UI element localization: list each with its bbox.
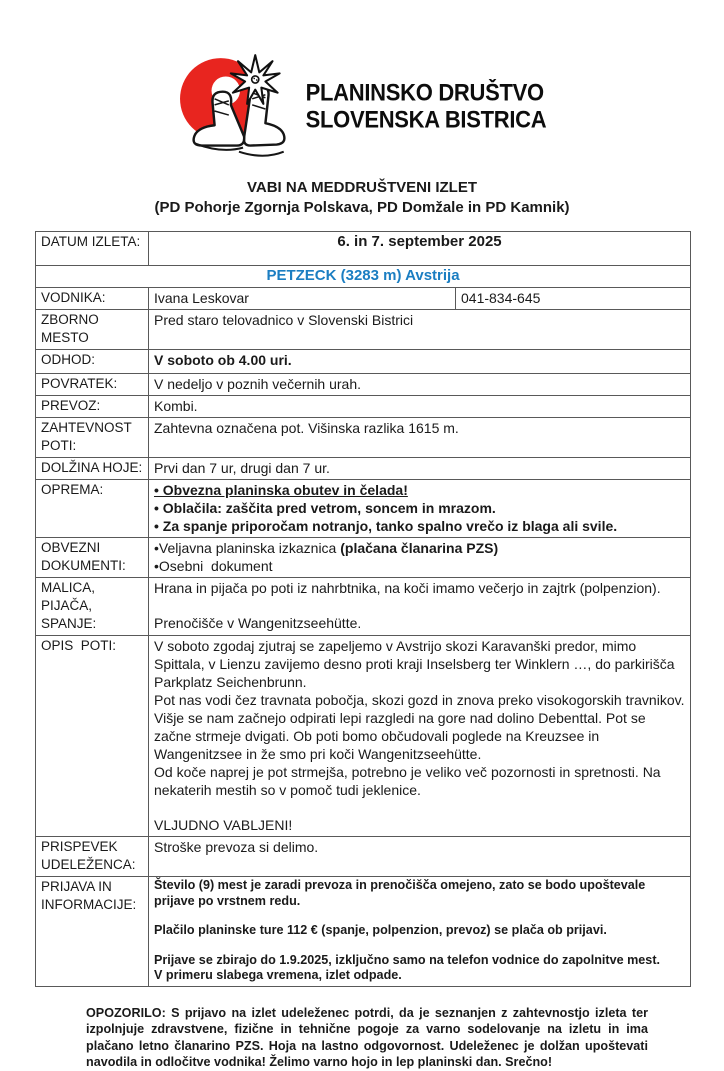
table-row-malica <box>36 578 691 636</box>
prijava-value <box>149 877 691 987</box>
table-row-destination <box>36 266 691 288</box>
opis-para-1: V soboto zgodaj zjutraj se zapeljemo v Avstrijo skozi Karavanški predor, mimo Spittala, v Lienzu zavijemo desno proti kraji Inselsberg ter Winklern …, do parkirišča Parkplatz Seichenbrunn. <box>154 638 675 690</box>
table-row-prijava <box>36 877 691 987</box>
opis-para-3: Od koče naprej je pot strmejša, potrebno je veliko več pozornosti in spretnosti. Na nekaterih mestih so v pomoč tudi jeklenice. <box>154 764 661 798</box>
prijava-para-4: V primeru slabega vremena, izlet odpade. <box>154 968 402 982</box>
dokumenti-label: OBVEZNI DOKUMENTI: <box>36 538 149 578</box>
povratek-value: V nedeljo v poznih večernih urah. <box>149 374 691 396</box>
oprema-bullet-2: • Oblačila: zaščita pred vetrom, soncem in mrazom. <box>154 500 496 516</box>
prevoz-label: PREVOZ: <box>36 396 149 418</box>
org-name-line1: PLANINSKO DRUŠTVO <box>305 79 544 107</box>
org-name <box>306 54 547 132</box>
table-row-vodnika <box>36 288 691 310</box>
table-row-prispevek <box>36 837 691 877</box>
dokumenti-line-1-bold: (plačana članarina PZS) <box>340 540 499 556</box>
malica-line-1: Hrana in pijača po poti iz nahrbtnika, na koči imamo večerjo in zajtrk (polpenzion). <box>154 580 661 596</box>
table-row-oprema <box>36 480 691 538</box>
trip-table <box>35 231 691 987</box>
dokumenti-value <box>149 538 691 578</box>
invite-subtitle: (PD Pohorje Zgornja Polskava, PD Domžale in PD Kamnik) <box>154 199 570 216</box>
oprema-bullet-1: • Obvezna planinska obutev in čelada! <box>154 482 408 498</box>
table-row-dolzina <box>36 458 691 480</box>
datum-label: DATUM IZLETA: <box>36 232 149 266</box>
table-row-dokumenti <box>36 538 691 578</box>
opis-value <box>149 636 691 837</box>
destination-title: PETZECK (3283 m) Avstrija <box>36 266 691 288</box>
zahtevnost-value: Zahtevna označena pot. Višinska razlika 1615 m. <box>149 418 691 458</box>
malica-line-2: Prenočišče v Wangenitzseehütte. <box>154 615 362 631</box>
dolzina-value: Prvi dan 7 ur, drugi dan 7 ur. <box>149 458 691 480</box>
vodnika-label: VODNIKA: <box>36 288 149 310</box>
malica-value <box>149 578 691 636</box>
invitation-title-block <box>0 178 724 218</box>
table-row-datum <box>36 232 691 266</box>
odhod-value: V soboto ob 4.00 uri. <box>149 350 691 374</box>
club-logo <box>0 0 724 168</box>
zborno-value: Pred staro telovadnico v Slovenski Bistrici <box>149 310 691 350</box>
prispevek-value: Stroške prevoza si delimo. <box>149 837 691 877</box>
prijava-para-3: Prijave se zbirajo do 1.9.2025, izključno samo na telefon vodnice do zapolnitve mest. <box>154 952 661 967</box>
opis-label: OPIS POTI: <box>36 636 149 837</box>
zahtevnost-label: ZAHTEVNOST POTI: <box>36 418 149 458</box>
club-logo-icon <box>178 54 302 168</box>
oprema-value <box>149 480 691 538</box>
dokumenti-line-1 <box>154 539 685 557</box>
datum-value: 6. in 7. september 2025 <box>149 232 691 266</box>
prijava-label: PRIJAVA IN INFORMACIJE: <box>36 877 149 987</box>
footer-notice: OPOZORILO: S prijavo na izlet udeleženec potrdi, da je seznanjen z zahtevnostjo izleta ter izpolnjuje zdravstvene, fizične in tehnične pogoje za varno sodelovanje na izletu in ima plačano letno članarino PZS. Hoja na lastno odgovornost. Udeleženec je dolžan upoštevati navodila in odločitve vodnika! Želimo varno hojo in lep planinski dan. Srečno! <box>86 1005 648 1069</box>
prijava-para-2: Plačilo planinske ture 112 € (spanje, polpenzion, prevoz) se plača ob prijavi. <box>154 923 607 937</box>
table-row-prevoz <box>36 396 691 418</box>
guide-name: Ivana Leskovar <box>149 288 456 310</box>
zborno-label: ZBORNO MESTO <box>36 310 149 350</box>
opis-para-2: Pot nas vodi čez travnata pobočja, skozi gozd in znova preko visokogorskih travnikov. Višje se nam začnejo odpirati lepi razgledi na gore nad dolino Debenttal. Pot se začne strmeje dvigati. Ob poti bomo občudovali poglede na Kreuzsee in Wangenitzsee in že smo pri koči Wangenitzseehütte. <box>154 692 685 762</box>
dolzina-label: DOLŽINA HOJE: <box>36 458 149 480</box>
oprema-label: OPREMA: <box>36 480 149 538</box>
dokumenti-line-2: •Osebni dokument <box>154 558 273 574</box>
table-row-povratek <box>36 374 691 396</box>
odhod-label: ODHOD: <box>36 350 149 374</box>
table-row-opis <box>36 636 691 837</box>
spacer <box>154 909 685 923</box>
table-row-zborno <box>36 310 691 350</box>
prispevek-label: PRISPEVEK UDELEŽENCA: <box>36 837 149 877</box>
invite-title: VABI NA MEDDRUŠTVENI IZLET <box>246 179 477 196</box>
opis-closing: VLJUDNO VABLJENI! <box>154 817 293 833</box>
prevoz-value: Kombi. <box>149 396 691 418</box>
table-row-zahtevnost <box>36 418 691 458</box>
dokumenti-line-1-text: •Veljavna planinska izkaznica <box>154 540 341 556</box>
guide-phone: 041-834-645 <box>456 288 691 310</box>
spacer <box>154 799 685 816</box>
spacer <box>154 939 685 953</box>
oprema-bullet-3: • Za spanje priporočam notranjo, tanko spalno vrečo iz blaga ali svile. <box>154 518 618 534</box>
malica-label: MALICA, PIJAČA, SPANJE: <box>36 578 149 636</box>
table-row-odhod <box>36 350 691 374</box>
prijava-para-1: Število (9) mest je zaradi prevoza in prenočišča omejeno, zato se bodo upoštevale prijave po vrstnem redu. <box>154 878 646 908</box>
org-name-line2: SLOVENSKA BISTRICA <box>305 106 547 134</box>
spacer <box>154 597 685 614</box>
povratek-label: POVRATEK: <box>36 374 149 396</box>
